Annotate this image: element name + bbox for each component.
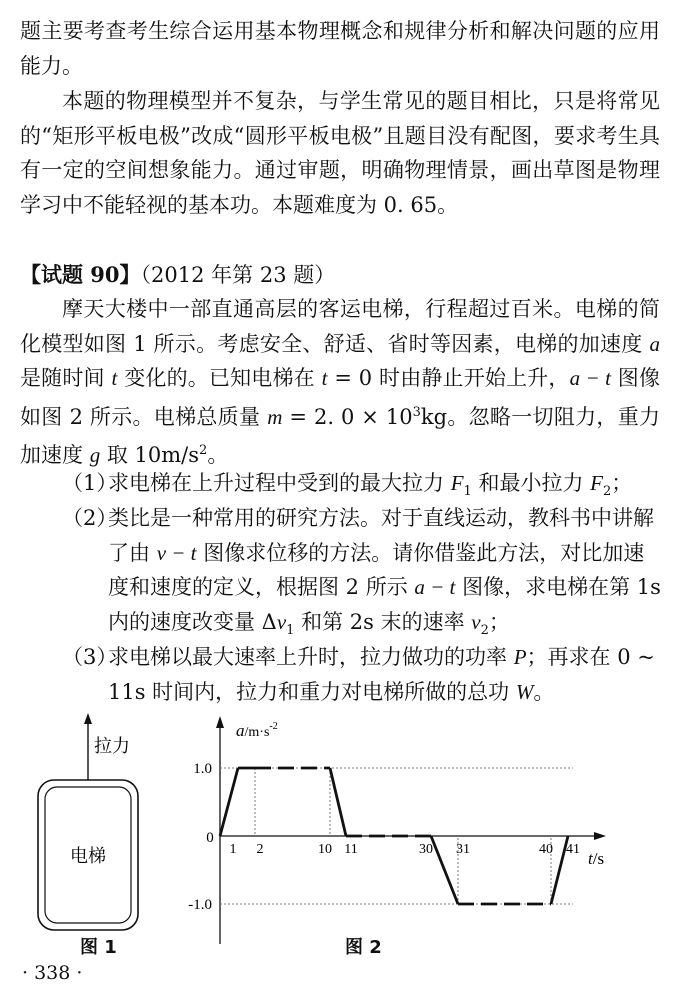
symbol-t-2: t [321, 366, 328, 390]
figure-2-caption: 图 2 [345, 937, 382, 958]
x-tick-label: 10 [318, 842, 332, 857]
x-tick-label: 31 [456, 842, 470, 857]
part-1-text-1: 求电梯在上升过程中受到的最大拉力 [108, 471, 451, 495]
y-label-unit: /m·s [244, 725, 270, 740]
x-axis-arrow [594, 832, 606, 840]
part-1-text-2: 和最小拉力 [471, 471, 591, 495]
series-segment [330, 768, 346, 836]
part-2-body [108, 501, 662, 648]
x-tick-label: 41 [566, 842, 580, 857]
part-1-text-3: ； [611, 471, 633, 495]
sub-1: 1 [463, 484, 472, 500]
figure-1-caption: 图 1 [80, 937, 117, 958]
part-2-text-3: 图像，求电梯在第 1s 内的速度改变量 Δ [108, 575, 661, 634]
part-2-text-1: 类比是一种常用的研究方法。对于直线运动，教科书中讲解了由 [108, 506, 654, 565]
symbol-m: m [267, 404, 283, 429]
part-2-number: （2） [62, 506, 118, 530]
symbol-a-t: a − t [569, 366, 611, 390]
x-tick-label: 2 [256, 842, 264, 857]
elevator-label: 电梯 [70, 846, 106, 866]
x-tick-label: 40 [539, 842, 553, 857]
exp-3: 3 [412, 404, 421, 420]
symbol-v1: v [276, 609, 287, 634]
symbol-a: a [649, 331, 660, 356]
intro-paragraph-2 [20, 84, 660, 222]
y-label-a: a [236, 721, 245, 740]
series-segment [431, 836, 458, 904]
stem-text-h: 取 10m/s [100, 443, 200, 467]
part-3 [62, 640, 662, 709]
symbol-F2: F [590, 471, 603, 495]
y-label-exp: -2 [269, 721, 278, 732]
stem-text-i: 。 [207, 443, 229, 467]
symbol-F1: F [450, 471, 464, 495]
y-tick-label: -1.0 [188, 897, 212, 913]
part-2-text-5: ； [488, 609, 510, 634]
series-segment [551, 836, 568, 904]
part-3-body [108, 640, 662, 709]
exp-2: 2 [199, 443, 208, 458]
symbol-v2: v [471, 609, 481, 634]
figure-2-at-graph [188, 712, 608, 962]
symbol-v-t: v − t [156, 540, 197, 565]
sub-2: 2 [602, 484, 612, 500]
question-stem [20, 292, 660, 473]
x-label-unit: /s [592, 849, 605, 868]
part-2-text-2: 图像求位移的方法。请你借鉴此方法，对比加速度和速度的定义，根据图 2 所示 [108, 540, 645, 599]
y-tick-label: 1.0 [193, 761, 212, 777]
question-label: 【试题 90】 [20, 262, 141, 287]
stem-text-g: kg。忽略一切阻力，重力加速度 [20, 404, 661, 467]
force-arrow-head [84, 713, 92, 724]
part-2-text-4: 和第 2s 末的速率 [294, 609, 472, 634]
y-axis-arrow [216, 716, 224, 728]
part-3-text-1: 求电梯以最大速率上升时，拉力做功的功率 [108, 645, 514, 669]
sub-v2: 2 [480, 622, 489, 638]
y-axis-label [236, 721, 278, 740]
sub-v1: 1 [286, 622, 295, 638]
stem-text-e: 图像如图 2 所示。电梯总质量 [20, 366, 660, 429]
symbol-a-t-2: a − t [414, 575, 456, 599]
part-3-text-3: 。 [533, 679, 555, 704]
stem-text-a: 摩天大楼中一部直通高层的客运电梯，行程超过百米。电梯的简化模型如图 1 所示。考虑安全、舒适、省时等因素，电梯的加速度 [20, 297, 660, 356]
symbol-g: g [89, 443, 101, 467]
question-ref: （2012 年第 23 题） [140, 263, 336, 287]
series-segment [220, 768, 238, 836]
part-2 [62, 501, 662, 648]
intro-line-1: 题主要考查考生综合运用基本物理概念和规律分析和解决问题的应用能力。 [20, 19, 660, 78]
part-1-number: （1） [62, 471, 118, 495]
intro-para-2: 本题的物理模型并不复杂，与学生常见的题目相比，只是将常见的“矩形平板电极”改成“圆形平板电极”且题目没有配图，要求考生具有一定的空间想象能力。通过审题，明确物理情景，画出草图是物理学习中不能轻视的基本功。本题难度为 0. 65。 [20, 89, 660, 217]
x-axis-label [588, 849, 604, 868]
x-tick-label: 1 [229, 842, 237, 857]
question-header [20, 258, 660, 293]
part-3-text-2: ；再求在 0 ~ 11s 时间内，拉力和重力对电梯所做的总功 [108, 645, 655, 704]
force-label: 拉力 [94, 736, 130, 756]
stem-text-f: = 2. 0 × 10 [282, 404, 413, 429]
x-tick-label: 11 [344, 842, 358, 857]
symbol-W: W [515, 679, 534, 704]
part-3-number: （3） [62, 645, 118, 669]
symbol-P: P [513, 645, 527, 669]
page-number: · 338 · [22, 962, 83, 984]
x-tick-label: 30 [419, 842, 433, 857]
intro-paragraph-1 [20, 14, 660, 83]
stem-text-d: = 0 时由静止开始上升， [327, 366, 570, 390]
stem-text-c: 变化的。已知电梯在 [117, 366, 322, 390]
stem-text-b: 是随时间 [20, 366, 112, 390]
symbol-t: t [111, 366, 118, 390]
origin-label: 0 [206, 830, 214, 846]
x-label-t: t [588, 849, 593, 868]
figure-1-elevator [20, 710, 180, 960]
